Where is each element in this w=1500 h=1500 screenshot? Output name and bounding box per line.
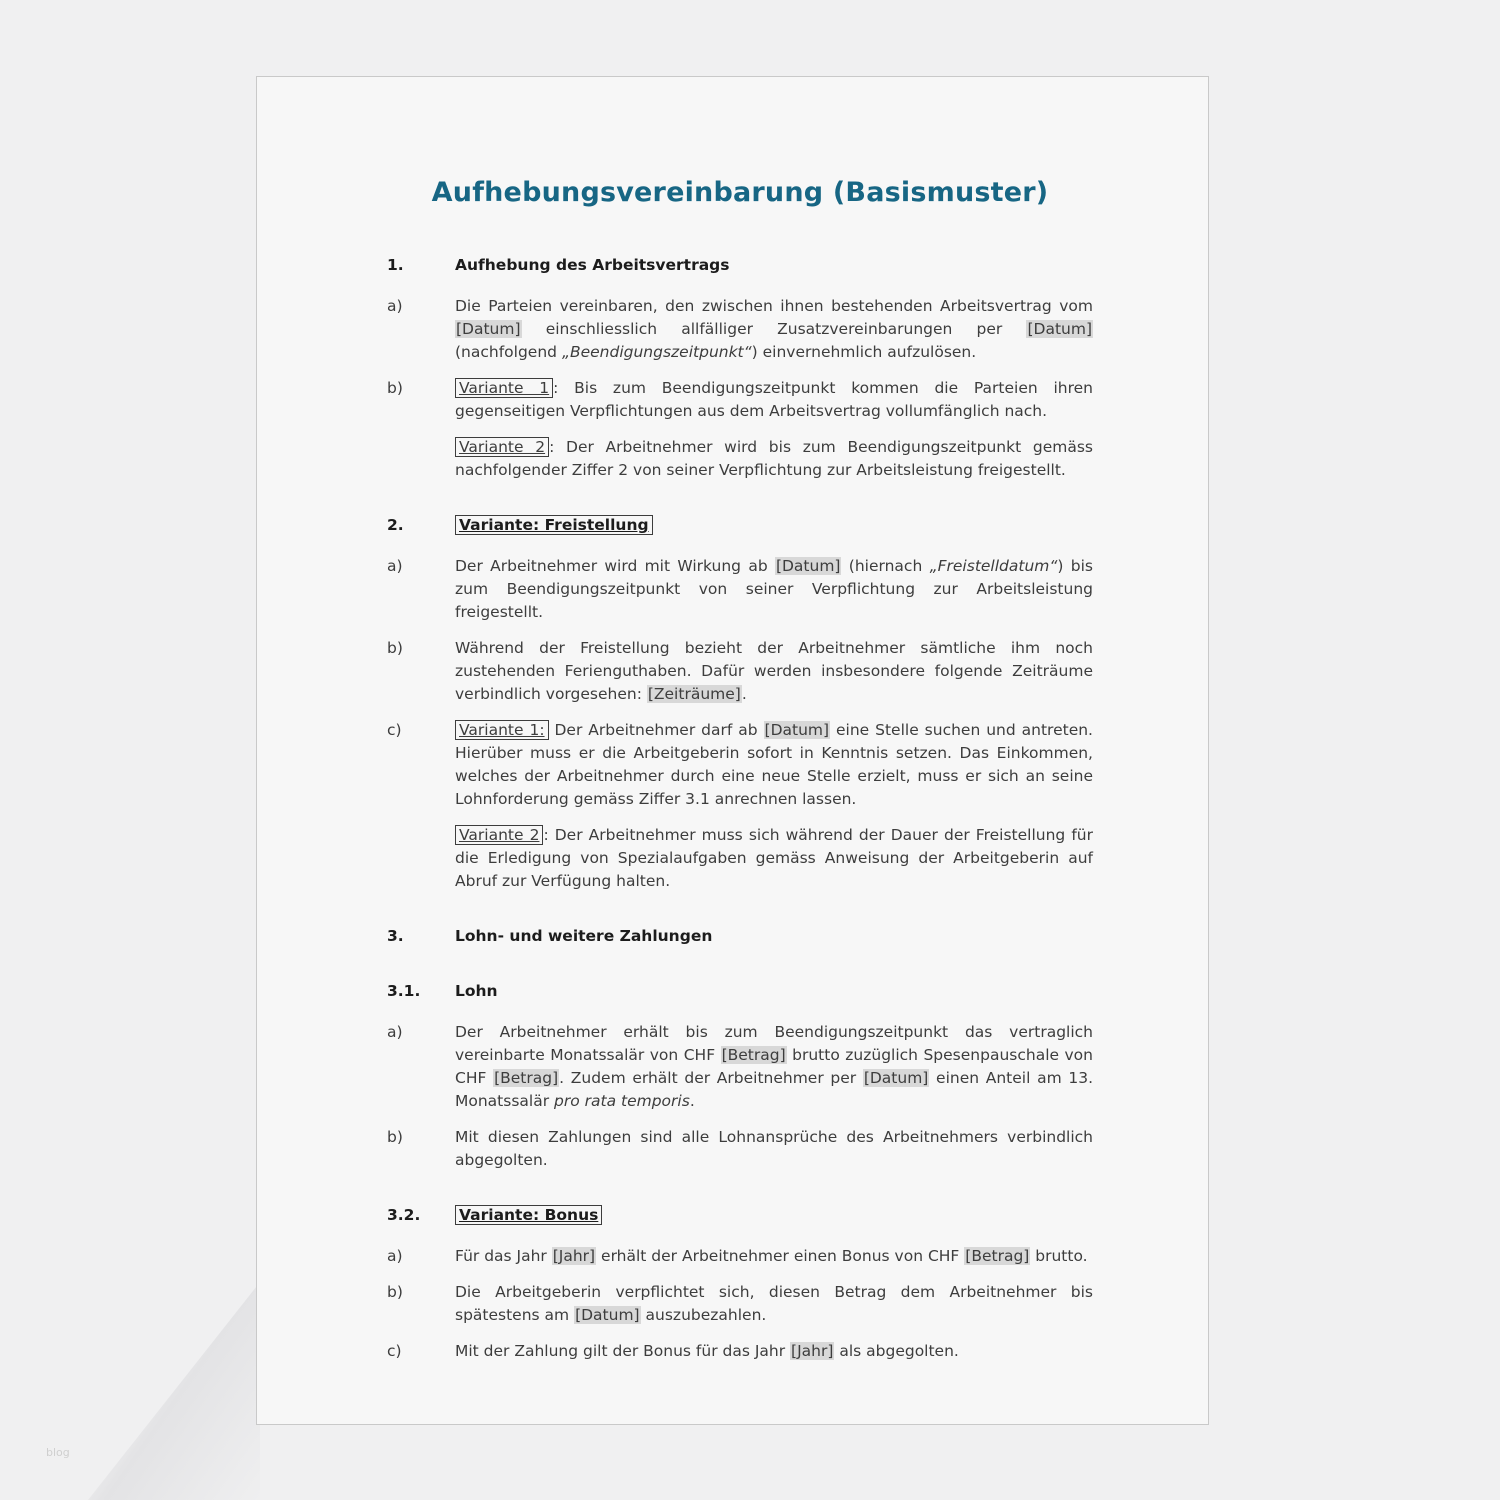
list-item [387, 719, 1093, 811]
item-text [455, 1281, 1093, 1327]
list-item [387, 295, 1093, 364]
page-corner-fold [88, 1282, 260, 1500]
text-run: ) bis zum Beendigungszeitpunkt von seiner Verpflichtung zur Arbeitsleistung freigestellt. [455, 557, 1093, 621]
document-body [387, 254, 1093, 1363]
placeholder-field: [Datum] [456, 320, 521, 338]
section-title [455, 514, 1093, 537]
list-item [387, 377, 1093, 423]
text-run: Für das Jahr [455, 1247, 552, 1265]
section-title [455, 254, 1093, 277]
item-marker: a) [387, 297, 403, 315]
section-title [455, 980, 1093, 1003]
text-run: ) einvernehmlich aufzulösen. [751, 343, 977, 361]
section-heading [387, 925, 1093, 948]
list-item [387, 1126, 1093, 1172]
variant-label: Variante 2 [455, 825, 543, 845]
text-run: . Zudem erhält der Arbeitnehmer per [559, 1069, 863, 1087]
text-run: . [741, 685, 747, 703]
variant-label: Variante 1 [455, 378, 553, 398]
item-marker: a) [387, 557, 403, 575]
text-run: brutto. [1030, 1247, 1088, 1265]
item-marker: b) [387, 379, 403, 397]
text-run: einschliesslich allfälliger Zusatzvereinbarungen per [521, 320, 1027, 338]
section-title-text: Variante: Freistellung [455, 515, 653, 535]
italic-text: pro rata temporis [554, 1092, 690, 1110]
section-title-text: Lohn- und weitere Zahlungen [455, 927, 713, 945]
section-number: 3.2. [387, 1206, 421, 1224]
text-run: erhält der Arbeitnehmer einen Bonus von CHF [596, 1247, 965, 1265]
item-marker: c) [387, 721, 402, 739]
text-run: Mit diesen Zahlungen sind alle Lohnansprüche des Arbeitnehmers verbindlich abgegolten. [455, 1128, 1093, 1169]
text-run: brutto zuzüglich Spesenpauschale von CHF [455, 1046, 1093, 1087]
placeholder-field: [Datum] [764, 721, 830, 739]
item-marker: a) [387, 1247, 403, 1265]
placeholder-field: [Zeiträume] [647, 685, 741, 703]
item-marker [387, 824, 455, 893]
watermark-text: blog [46, 1446, 70, 1459]
section-heading [387, 514, 1093, 537]
text-run: auszubezahlen. [640, 1306, 767, 1324]
item-text [455, 1340, 1093, 1363]
section-title [455, 925, 1093, 948]
section-title-text: Variante: Bonus [455, 1205, 602, 1225]
placeholder-field: [Betrag] [721, 1046, 786, 1064]
placeholder-field: [Betrag] [965, 1247, 1030, 1265]
placeholder-field: [Datum] [775, 557, 841, 575]
item-marker: b) [387, 639, 403, 657]
section-title-text: Aufhebung des Arbeitsvertrags [455, 256, 730, 274]
text-run: als abgegolten. [834, 1342, 959, 1360]
item-text [455, 555, 1093, 624]
list-item [387, 1245, 1093, 1268]
variant-label: Variante 2 [455, 437, 549, 457]
item-text [455, 295, 1093, 364]
item-marker [387, 436, 455, 482]
list-item [387, 1340, 1093, 1363]
text-run: : Der Arbeitnehmer muss sich während der Dauer der Freistellung für die Erledigung von Spezialaufgaben gemäss Anweisung der Arbeitgeberin auf Abruf zur Verfügung halten. [455, 826, 1093, 890]
item-marker: b) [387, 1283, 403, 1301]
list-item [387, 824, 1093, 893]
placeholder-field: [Datum] [575, 1306, 640, 1324]
placeholder-field: [Datum] [863, 1069, 929, 1087]
list-item [387, 637, 1093, 706]
list-item [387, 1281, 1093, 1327]
list-item [387, 1021, 1093, 1113]
text-run: Die Parteien vereinbaren, den zwischen ihnen bestehenden Arbeitsvertrag vom [455, 297, 1093, 315]
item-text [455, 1021, 1093, 1113]
section-heading [387, 1204, 1093, 1227]
section-heading [387, 980, 1093, 1003]
text-run: Der Arbeitnehmer erhält bis zum Beendigungszeitpunkt das vertraglich vereinbarte Monatssalär von CHF [455, 1023, 1093, 1064]
item-marker: c) [387, 1342, 402, 1360]
text-run: : Der Arbeitnehmer wird bis zum Beendigungszeitpunkt gemäss nachfolgender Ziffer 2 von seiner Verpflichtung zur Arbeitsleistung freigestellt. [455, 438, 1093, 479]
section-number: 2. [387, 516, 404, 534]
text-run: Während der Freistellung bezieht der Arbeitnehmer sämtliche ihm noch zustehenden Ferienguthaben. Dafür werden insbesondere folgende Zeiträume verbindlich vorgesehen: [455, 639, 1093, 703]
item-text [455, 1245, 1093, 1268]
placeholder-field: [Betrag] [494, 1069, 559, 1087]
item-marker: a) [387, 1023, 403, 1041]
text-run: Der Arbeitnehmer wird mit Wirkung ab [455, 557, 775, 575]
item-marker: b) [387, 1128, 403, 1146]
text-run: eine Stelle suchen und antreten. Hierüber muss er die Arbeitgeberin sofort in Kenntnis setzen. Das Einkommen, welches der Arbeitnehmer durch eine neue Stelle erzielt, muss er sich an seine Lohnforderung gemäss Ziffer 3.1 anrechnen lassen. [455, 721, 1093, 808]
section-heading [387, 254, 1093, 277]
list-item [387, 555, 1093, 624]
text-run: Der Arbeitnehmer darf ab [548, 721, 764, 739]
variant-label: Variante 1: [455, 720, 549, 740]
placeholder-field: [Jahr] [552, 1247, 596, 1265]
section-number: 3.1. [387, 982, 421, 1000]
text-run: (hiernach [841, 557, 930, 575]
placeholder-field: [Datum] [1027, 320, 1092, 338]
text-run: . [689, 1092, 695, 1110]
text-run: einen Anteil am 13. Monatssalär [455, 1069, 1093, 1110]
text-run: Mit der Zahlung gilt der Bonus für das Jahr [455, 1342, 791, 1360]
text-run: (nachfolgend [455, 343, 562, 361]
item-text [455, 824, 1093, 893]
text-run: : Bis zum Beendigungszeitpunkt kommen die Parteien ihren gegenseitigen Verpflichtungen aus dem Arbeitsvertrag vollumfänglich nach. [455, 379, 1093, 420]
italic-text: „Freistelldatum“ [929, 557, 1058, 575]
section-number: 3. [387, 927, 404, 945]
placeholder-field: [Jahr] [791, 1342, 834, 1360]
document-page [256, 76, 1209, 1425]
item-text [455, 637, 1093, 706]
section-number: 1. [387, 256, 404, 274]
section-title [455, 1204, 1093, 1227]
item-text [455, 1126, 1093, 1172]
list-item [387, 436, 1093, 482]
document-title: Aufhebungsvereinbarung (Basismuster) [431, 177, 1049, 208]
text-run: Die Arbeitgeberin verpflichtet sich, diesen Betrag dem Arbeitnehmer bis spätestens am [455, 1283, 1093, 1324]
section-title-text: Lohn [455, 982, 498, 1000]
item-text [455, 719, 1093, 811]
item-text [455, 377, 1093, 423]
item-text [455, 436, 1093, 482]
italic-text: „Beendigungszeitpunkt“ [561, 343, 752, 361]
